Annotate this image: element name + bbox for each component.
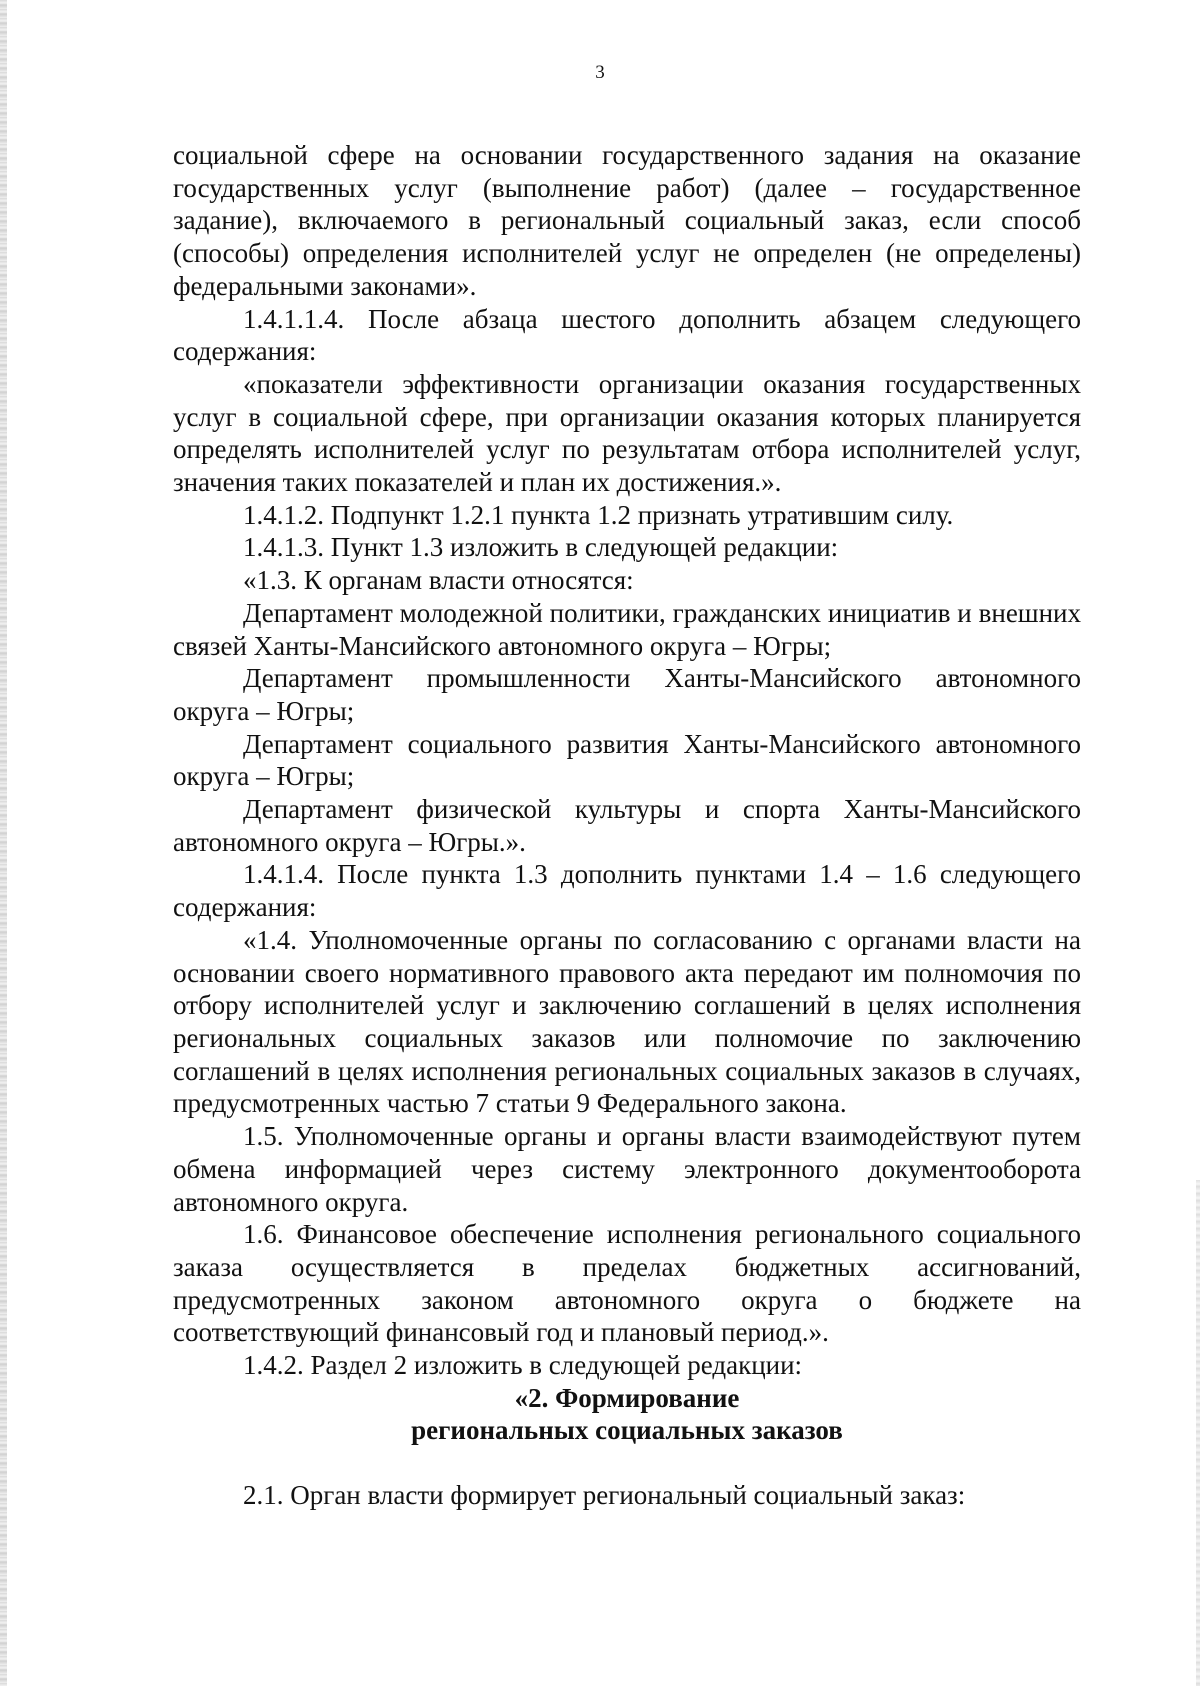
- document-body: [173, 139, 1081, 1512]
- paragraph-1-4-1-4: 1.4.1.4. После пункта 1.3 дополнить пунктами 1.4 – 1.6 следующего содержания:: [173, 859, 1081, 923]
- paragraph-1-4: «1.4. Уполномоченные органы по согласованию с органами власти на основании своего нормативного правового акта передают им полномочия по отбору исполнителей услуг и заключению соглашений в целях исполнения региональных социальных заказов или полномочие по заключению соглашений в целях исполнения региональных социальных заказов в случаях, предусмотренных частью 7 статьи 9 Федерального закона.: [173, 924, 1081, 1119]
- paragraph-dept-social: Департамент социального развития Ханты-Мансийского автономного округа – Югры;: [173, 728, 1081, 792]
- paragraph-1-4-1-2: 1.4.1.2. Подпункт 1.2.1 пункта 1.2 признать утратившим силу.: [243, 499, 954, 530]
- section-heading-line-2: региональных социальных заказов: [411, 1415, 843, 1446]
- scan-edge-left: [0, 0, 7, 1686]
- paragraph-2-1: 2.1. Орган власти формирует региональный социальный заказ:: [243, 1480, 966, 1511]
- paragraph-1-4-1-1-4: 1.4.1.1.4. После абзаца шестого дополнить абзацем следующего содержания:: [173, 303, 1081, 367]
- paragraph-1-4-1-3: 1.4.1.3. Пункт 1.3 изложить в следующей редакции:: [243, 532, 839, 563]
- paragraph-1-4-2: 1.4.2. Раздел 2 изложить в следующей редакции:: [243, 1350, 803, 1381]
- paragraph-dept-sport: Департамент физической культуры и спорта Ханты-Мансийского автономного округа – Югры.».: [173, 794, 1081, 857]
- paragraph-dept-industry: Департамент промышленности Ханты-Мансийского автономного округа – Югры;: [173, 663, 1081, 726]
- paragraph-1-3: «1.3. К органам власти относятся:: [243, 565, 634, 596]
- paragraph-continuation: социальной сфере на основании государственного задания на оказание государственных услуг (выполнение работ) (далее – государственное задание), включаемого в региональный социальный заказ, если способ (способы) определения исполнителей услуг не определен (не определены) федеральными законами».: [173, 140, 1081, 301]
- paragraph-1-6: 1.6. Финансовое обеспечение исполнения регионального социального заказа осуществляется в пределах бюджетных ассигнований, предусмотренных законом автономного округа о бюджете на соответствующий финансовый год и плановый период.».: [173, 1219, 1081, 1348]
- paragraph-quote-indicators: «показатели эффективности организации оказания государственных услуг в социальной сфере, при организации оказания которых планируется определять исполнителей услуг по результатам отбора исполнителей услуг, значения таких показателей и план их достижения.».: [173, 368, 1081, 498]
- section-heading-line-1: «2. Формирование: [514, 1382, 740, 1413]
- page-number: 3: [595, 62, 605, 83]
- paragraph-1-5: 1.5. Уполномоченные органы и органы власти взаимодействуют путем обмена информацией через систему электронного документооборота автономного округа.: [173, 1121, 1081, 1217]
- heading-spacer: [173, 1447, 1081, 1479]
- paragraph-dept-youth: Департамент молодежной политики, гражданских инициатив и внешних связей Ханты-Мансийского автономного округа – Югры;: [173, 597, 1081, 661]
- scan-edge-right: [1196, 1180, 1200, 1686]
